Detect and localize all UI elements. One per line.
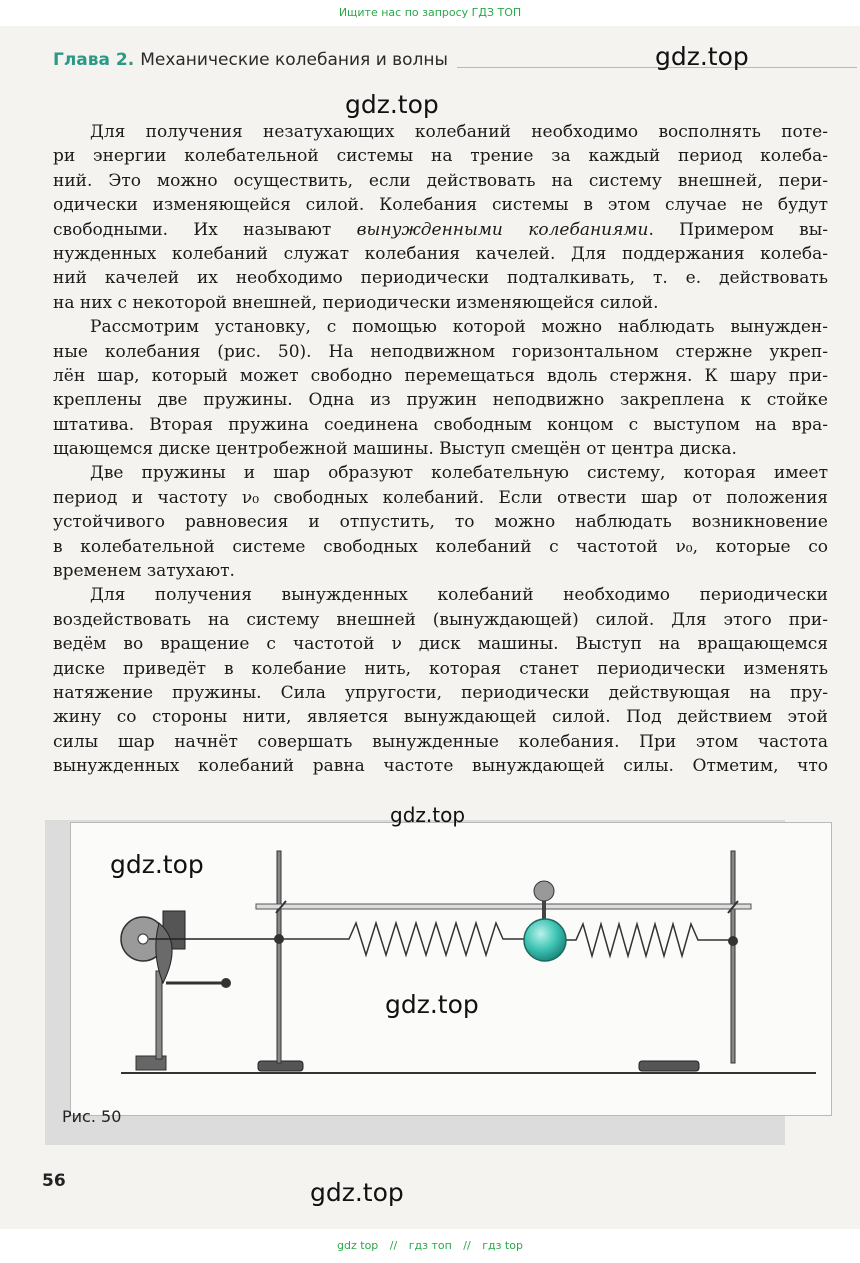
text-line: ные колебания (рис. 50). На неподвижном горизонтальном стержне укреп- bbox=[53, 341, 828, 362]
text-line: щающемся диске центробежной машины. Выступ смещён от центра диска. bbox=[53, 439, 737, 460]
text-line: нужденных колебаний служат колебания качелей. Для поддержания колеба- bbox=[53, 243, 828, 264]
separator: // bbox=[389, 1239, 398, 1252]
bottom-link[interactable]: gdz top bbox=[337, 1239, 379, 1252]
text-line: силы шар начнёт совершать вынужденные колебания. При этом частота bbox=[53, 731, 828, 752]
right-stand bbox=[639, 851, 738, 1071]
text-line: Для получения вынужденных колебаний необходимо периодически bbox=[90, 585, 828, 606]
ball-clamp bbox=[534, 881, 554, 901]
text-line: ний. Это можно осуществить, если действовать на систему внешней, пери- bbox=[53, 170, 828, 191]
text-line: вынужденных колебаний равна частоте вынуждающей силы. Отметим, что bbox=[53, 756, 828, 777]
bottom-link[interactable]: гдз top bbox=[482, 1239, 523, 1252]
ball bbox=[524, 919, 566, 961]
text-line: в колебательной системе свободных колебаний с частотой ν₀, которые со bbox=[53, 536, 828, 557]
text-line: натяжение пружины. Сила упругости, периодически действующая на пру- bbox=[53, 682, 828, 703]
watermark: gdz.top bbox=[310, 1178, 404, 1207]
watermark: gdz.top bbox=[385, 990, 479, 1019]
watermark: gdz.top bbox=[655, 42, 749, 71]
horizontal-rod bbox=[256, 904, 751, 909]
page-number: 56 bbox=[42, 1171, 66, 1191]
watermark: gdz.top bbox=[345, 90, 439, 119]
chapter-number: Глава 2. bbox=[53, 50, 135, 70]
text-line: период и частоту ν₀ свободных колебаний. Если отвести шар от положения bbox=[53, 487, 828, 508]
bottom-links bbox=[0, 1239, 860, 1252]
text-line: лён шар, который может свободно перемещаться вдоль стержня. К шару при- bbox=[53, 365, 828, 386]
right-spring bbox=[566, 924, 733, 956]
body-text bbox=[53, 120, 828, 779]
top-search-link[interactable]: Ищите нас по запросу ГДЗ ТОП bbox=[338, 6, 522, 19]
text-line: одически изменяющейся силой. Колебания системы в этом случае не будут bbox=[53, 195, 828, 216]
text-line: воздействовать на систему внешней (вынуждающей) силой. Для этого при- bbox=[53, 609, 828, 630]
text-line: штатива. Вторая пружина соединена свободным концом с выступом на вра- bbox=[53, 414, 828, 435]
text-line: ведём во вращение с частотой ν диск машины. Выступ на вращающемся bbox=[53, 634, 828, 655]
text-line: Рассмотрим установку, с помощью которой можно наблюдать вынужден- bbox=[90, 317, 828, 338]
chapter-title: Механические колебания и волны bbox=[140, 50, 448, 70]
separator: // bbox=[463, 1239, 471, 1252]
text-line: жину со стороны нити, является вынуждающей силой. Под действием этой bbox=[53, 707, 828, 728]
text-line: ри энергии колебательной системы на трение за каждый период колеба- bbox=[53, 146, 828, 167]
bottom-link[interactable]: гдз топ bbox=[408, 1239, 452, 1252]
text-line: свободными. Их называют вынужденными колебаниями. Примером вы- bbox=[53, 219, 828, 240]
centrifugal-machine bbox=[121, 911, 231, 1070]
watermark: gdz.top bbox=[110, 850, 204, 879]
watermark: gdz.top bbox=[390, 803, 466, 827]
text-line: Для получения незатухающих колебаний необходимо восполнять поте- bbox=[90, 122, 828, 142]
text-line: на них с некоторой внешней, периодически изменяющейся силой. bbox=[53, 292, 659, 313]
figure-caption: Рис. 50 bbox=[62, 1107, 122, 1126]
text-line: Две пружины и шар образуют колебательную систему, которая имеет bbox=[90, 463, 828, 484]
text-line: ний качелей их необходимо периодически подталкивать, т. е. действовать bbox=[53, 268, 828, 289]
left-stand bbox=[258, 851, 303, 1071]
text-line: креплены две пружины. Одна из пружин неподвижно закреплена к стойке bbox=[53, 390, 828, 411]
text-line: временем затухают. bbox=[53, 561, 235, 582]
text-line: устойчивого равновесия и отпустить, то можно наблюдать возникновение bbox=[53, 512, 828, 533]
left-spring bbox=[279, 923, 526, 955]
text-line: диске приведёт в колебание нить, которая станет периодически изменять bbox=[53, 658, 828, 679]
